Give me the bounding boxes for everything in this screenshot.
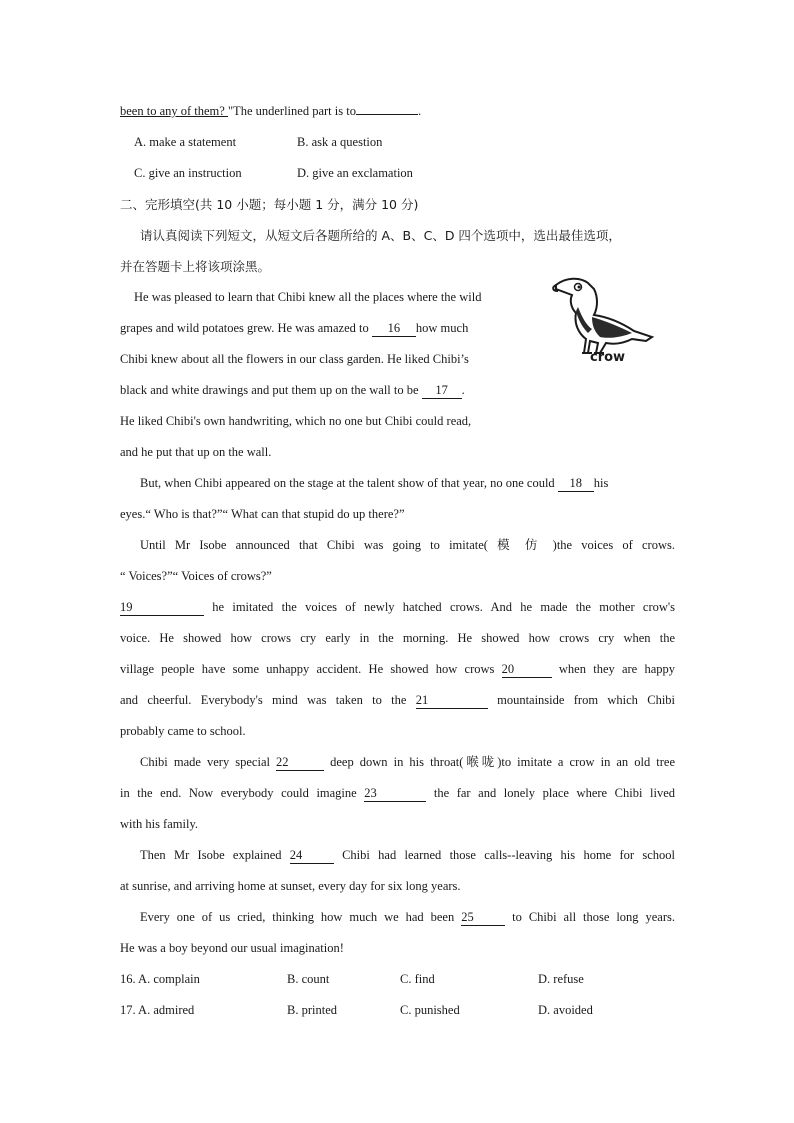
passage: He was pleased to learn that Chibi knew all the places where the wild grapes and wild potatoes grew. He was amazed to 16 how much Chibi knew about all the flowers in our class garden. He liked Chibi’s black and white drawings and put them up on the wall to be 17 . He liked Chibi's own handwriting, which no one but Chibi could read, and he put that up on the wall. But, when Chibi appeared on the stage at the talent show of that year, no one could 18 his eyes.“ Who is that?”“ What can that stupid do up there?” Until Mr Isobe announced that Chibi was going to imitate( 模 仿 )the voices of crows. “ Voices?”“ Voices of crows?” 19 he imitated the voices of newly hatched crows. And he made the mother crow's voice. He showed how crows cry early in the morning. He showed how crows cry when the village people have some unhappy accident. He showed how crows 20 when they are happy and cheerful. Everybody's mind was taken to the 21 mountainside from which Chibi probably came to school. Chibi made very special 22 deep down in his throat(喉咙)to imitate a crow in an old tree in the end. Now everybody could imagine 23 the far and lonely place where Chibi lived with his family. Then Mr Isobe explained 24 Chibi had learned those calls--leaving his home for school at sunrise, and arriving home at sunset, every day for six long years. Every one of us cried, thinking how much we had been 25 to Chibi all those long years. He was a boy beyond our usual imagination! crow [120, 282, 675, 964]
crow-label: crow [590, 350, 626, 365]
blank-21: 21 [416, 693, 488, 709]
q15-stem: been to any of them? "The underlined part is to . [120, 96, 675, 127]
blank-20: 20 [502, 662, 552, 678]
option-b: B. ask a question [297, 135, 383, 149]
q15-options-row-2 [120, 158, 675, 189]
option-c: C. give an instruction [134, 166, 242, 180]
q15-options-row-1 [120, 127, 675, 158]
underlined-part: been to any of them? [120, 104, 228, 118]
blank-19: 19 [120, 600, 204, 616]
blank-23: 23 [364, 786, 426, 802]
blank-16: 16 [372, 321, 416, 337]
blank-18: 18 [558, 476, 594, 492]
question-16: 16. A. complain B. count C. find D. refuse [120, 972, 584, 986]
option-d: D. give an exclamation [297, 166, 413, 180]
instruction-line-2: 并在答题卡上将该项涂黑。 [120, 259, 271, 274]
question-17: 17. A. admired B. printed C. punished D. avoided [120, 1003, 593, 1017]
blank-22: 22 [276, 755, 324, 771]
instruction-line-1: 请认真阅读下列短文，从短文后各题所给的 A、B、C、D 四个选项中，选出最佳选项， [140, 228, 621, 243]
blank-24: 24 [290, 848, 334, 864]
blank-25: 25 [461, 910, 505, 926]
blank-17: 17 [422, 383, 462, 399]
section-heading: 二、完形填空(共 10 小题；每小题 1 分，满分 10 分) [120, 197, 419, 212]
option-a: A. make a statement [134, 135, 237, 149]
answer-blank [356, 99, 418, 115]
exam-page [120, 96, 675, 1026]
